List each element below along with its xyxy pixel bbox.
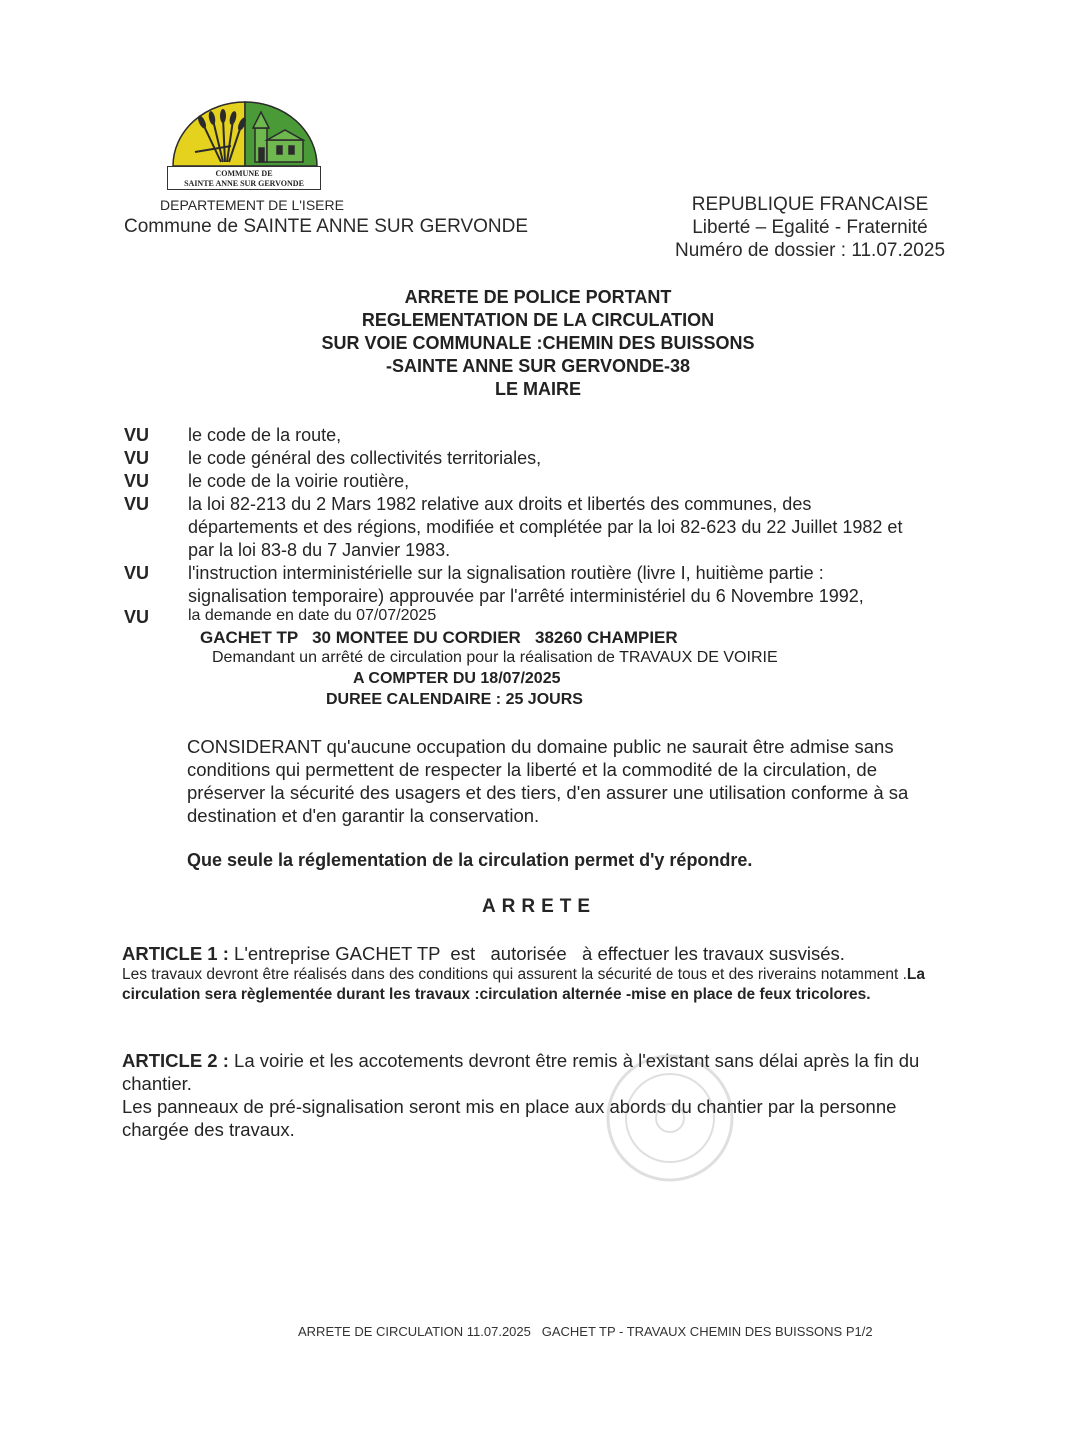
article-1 — [122, 942, 952, 1005]
republic-motto: Liberté – Egalité - Fraternité — [692, 217, 928, 238]
republic-block — [660, 193, 960, 262]
list-item — [124, 424, 924, 447]
coat-of-arms-icon — [165, 100, 325, 170]
vu-label: VU — [124, 563, 150, 583]
article-2 — [122, 1049, 952, 1141]
vu-label: VU — [124, 425, 150, 445]
vu-list — [124, 424, 924, 608]
department-name: DEPARTEMENT DE L'ISERE — [160, 197, 344, 213]
vu-label: VU — [124, 471, 150, 491]
article-1-label: ARTICLE 1 : — [122, 943, 229, 964]
commune-logo — [165, 100, 325, 194]
file-number: Numéro de dossier : 11.07.2025 — [674, 240, 946, 261]
document-title — [200, 286, 876, 401]
list-item — [124, 447, 924, 470]
title-line-5: LE MAIRE — [494, 379, 581, 399]
commune-name: Commune de SAINTE ANNE SUR GERVONDE — [124, 216, 529, 237]
vu-label: VU — [124, 448, 150, 468]
vu-label: VU — [124, 494, 150, 514]
vu-label: VU — [124, 607, 150, 627]
considerant-paragraph: CONSIDERANT qu'aucune occupation du domaine public ne saurait être admise sans conditions qui permettent de respecter la liberté et la commodité de la circulation, de préserver la sécurité des usagers et des tiers, d'en assurer une utilisation conforme à sa destination et d'en garantir la conservation. — [187, 736, 909, 826]
article-2-text-2: Les panneaux de pré-signalisation seront mis en place aux abords du chantier par la personne chargée des travaux. — [122, 1096, 897, 1140]
article-1-text: L'entreprise GACHET TP est autorisée à effectuer les travaux susvisés. — [228, 943, 845, 964]
vu-text: le code de la route, — [188, 425, 342, 445]
page-footer: ARRETE DE CIRCULATION 11.07.2025 GACHET TP - TRAVAUX CHEMIN DES BUISSONS P1/2 — [298, 1324, 873, 1339]
logo-caption-line1: COMMUNE DE — [215, 169, 273, 178]
vu-text: la demande en date du 07/07/2025 — [188, 607, 437, 624]
request-demand: Demandant un arrêté de circulation pour la réalisation de TRAVAUX DE VOIRIE — [212, 649, 778, 666]
vu-text: la loi 82-213 du 2 Mars 1982 relative aux droits et libertés des communes, des départements et des régions, modifiée et complétée par la loi 82-623 du 22 Juillet 1982 et par la loi 83-8 du 7 Janvier 1983. — [188, 494, 903, 560]
vu-request-row — [124, 607, 924, 628]
request-company: GACHET TP 30 MONTEE DU CORDIER 38260 CHAMPIER — [200, 628, 678, 647]
list-item — [124, 493, 924, 562]
article-2-label: ARTICLE 2 : — [122, 1050, 229, 1071]
vu-text: le code général des collectivités territoriales, — [188, 448, 542, 468]
title-line-3: SUR VOIE COMMUNALE :CHEMIN DES BUISSONS — [321, 333, 755, 353]
request-start-date: A COMPTER DU 18/07/2025 — [353, 670, 561, 687]
title-line-1: ARRETE DE POLICE PORTANT — [404, 287, 672, 307]
title-line-2: REGLEMENTATION DE LA CIRCULATION — [361, 310, 715, 330]
article-1-regulation: La circulation sera règlementée durant les travaux :circulation alternée -mise en place de feux tricolores. — [122, 966, 925, 1003]
logo-caption-line2: SAINTE ANNE SUR GERVONDE — [184, 179, 304, 188]
list-item — [124, 470, 924, 493]
logo-caption — [167, 166, 321, 190]
republic-title: REPUBLIQUE FRANCAISE — [691, 194, 929, 215]
vu-text: l'instruction interministérielle sur la signalisation routière (livre I, huitième partie : signalisation temporaire) approuvée par l'arrêté interministériel du 6 Novembre 1992, — [188, 563, 864, 606]
vu-text: le code de la voirie routière, — [188, 471, 410, 491]
request-duration: DUREE CALENDAIRE : 25 JOURS — [326, 691, 583, 708]
title-line-4: -SAINTE ANNE SUR GERVONDE-38 — [385, 356, 691, 376]
article-1-detail: Les travaux devront être réalisés dans des conditions qui assurent la sécurité de tous et des riverains notamment . — [122, 966, 907, 983]
arrete-heading: ARRETE — [481, 896, 597, 917]
article-2-text: La voirie et les accotements devront être remis à l'existant sans délai après la fin du chantier. — [122, 1050, 920, 1094]
official-stamp — [598, 1048, 743, 1188]
que-seule-statement: Que seule la réglementation de la circulation permet d'y répondre. — [187, 850, 753, 870]
stamp-icon — [598, 1048, 743, 1188]
list-item — [124, 562, 924, 608]
